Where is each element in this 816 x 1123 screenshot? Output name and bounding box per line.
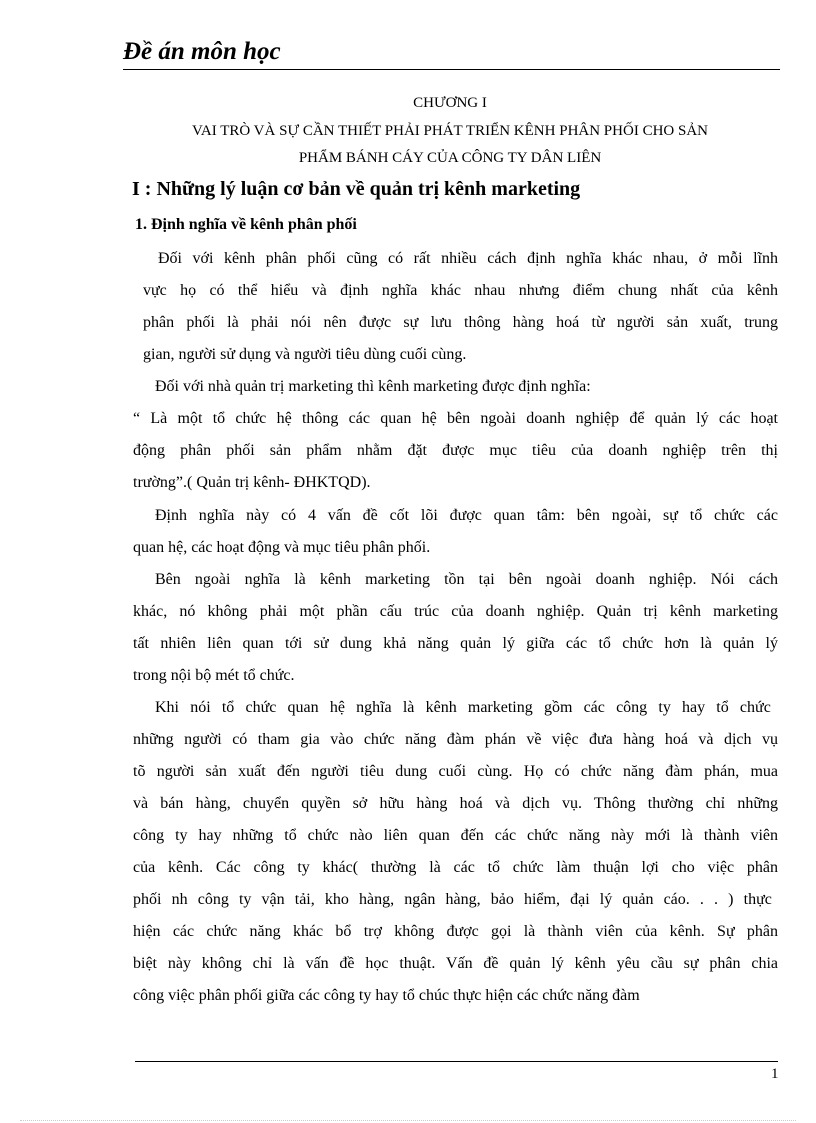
- body-line: biệt này không chỉ là vấn đề học thuật. Vấn đề quản lý kênh yêu cầu sự phân chia: [133, 955, 778, 972]
- body-line: gian, người sử dụng và người tiêu dùng cuối cùng.: [143, 346, 467, 363]
- body-line: Khi nói tổ chức quan hệ nghĩa là kênh marketing gồm các công ty hay tổ chức: [155, 699, 771, 716]
- footer-divider: [135, 1061, 778, 1062]
- document-header-title: Đề án môn học: [123, 38, 281, 65]
- body-line: công ty hay những tổ chức nào liên quan đến các chức năng này mới là thành viên: [133, 827, 778, 844]
- body-line: Bên ngoài nghĩa là kênh marketing tồn tại bên ngoài doanh nghiệp. Nói cách: [155, 571, 778, 588]
- header-divider: [123, 69, 780, 70]
- body-line: vực họ có thể hiểu và định nghĩa khác nhau nhưng điểm chung nhất của kênh: [143, 282, 778, 299]
- body-line: động phân phối sản phẩm nhằm đặt được mục tiêu của doanh nghiệp trên thị: [133, 442, 778, 459]
- section-heading: I : Những lý luận cơ bản về quản trị kênh marketing: [132, 178, 581, 200]
- page-bottom-edge: [20, 1120, 796, 1121]
- body-line: trong nội bộ mét tổ chức.: [133, 667, 295, 684]
- page-number: 1: [771, 1066, 779, 1082]
- body-line: tõ người sản xuất đến người tiêu dung cuối cùng. Họ có chức năng đàm phán, mua: [133, 763, 778, 780]
- body-line: công việc phân phối giữa các công ty hay tổ chúc thực hiện các chức năng đàm: [133, 987, 640, 1004]
- body-line: trường”.( Quản trị kênh- ĐHKTQD).: [133, 474, 371, 491]
- body-line: của kênh. Các công ty khác( thường là các tổ chức làm thuận lợi cho việc phân: [133, 859, 778, 876]
- body-line: Đối với kênh phân phối cũng có rất nhiều cách định nghĩa khác nhau, ở mỗi lĩnh: [158, 250, 778, 267]
- subsection-heading: 1. Định nghĩa về kênh phân phối: [135, 216, 357, 233]
- body-line: hiện các chức năng khác bổ trợ không được gọi là thành viên của kênh. Sự phân: [133, 923, 778, 940]
- body-line: “ Là một tổ chức hệ thông các quan hệ bên ngoài doanh nghiệp để quản lý các hoạt: [133, 410, 778, 427]
- body-line: khác, nó không phải một phần cấu trúc của doanh nghiệp. Quản trị kênh marketing: [133, 603, 778, 620]
- body-line: phân phối là phải nói nên được sự lưu thông hàng hoá từ người sản xuất, trung: [143, 314, 778, 331]
- body-line: những người có tham gia vào chức năng đàm phán về việc đưa hàng hoá và dịch vụ: [133, 731, 778, 748]
- body-line: quan hệ, các hoạt động và mục tiêu phân phối.: [133, 539, 431, 556]
- body-line: Định nghĩa này có 4 vấn đề cốt lõi được quan tâm: bên ngoài, sự tổ chức các: [155, 507, 778, 524]
- chapter-title-line-2: PHẨM BÁNH CÁY CỦA CÔNG TY DÂN LIÊN: [298, 150, 602, 166]
- chapter-title-line-1: VAI TRÒ VÀ SỰ CẦN THIẾT PHẢI PHÁT TRIỂN KÊNH PHÂN PHỐI CHO SẢN: [192, 123, 708, 139]
- body-line: và bán hàng, chuyển quyền sở hữu hàng hoá và dịch vụ. Thông thường chỉ những: [133, 795, 778, 812]
- chapter-number: CHƯƠNG I: [413, 95, 487, 111]
- body-line: phối nh công ty vận tải, kho hàng, ngân hàng, bảo hiểm, đại lý quản cáo. . . ) thực: [133, 891, 772, 908]
- body-line: tất nhiên liên quan tới sử dung khả năng quản lý giữa các tổ chức hơn là quản lý: [133, 635, 778, 652]
- body-line: Đối với nhà quản trị marketing thì kênh marketing được định nghĩa:: [155, 378, 591, 395]
